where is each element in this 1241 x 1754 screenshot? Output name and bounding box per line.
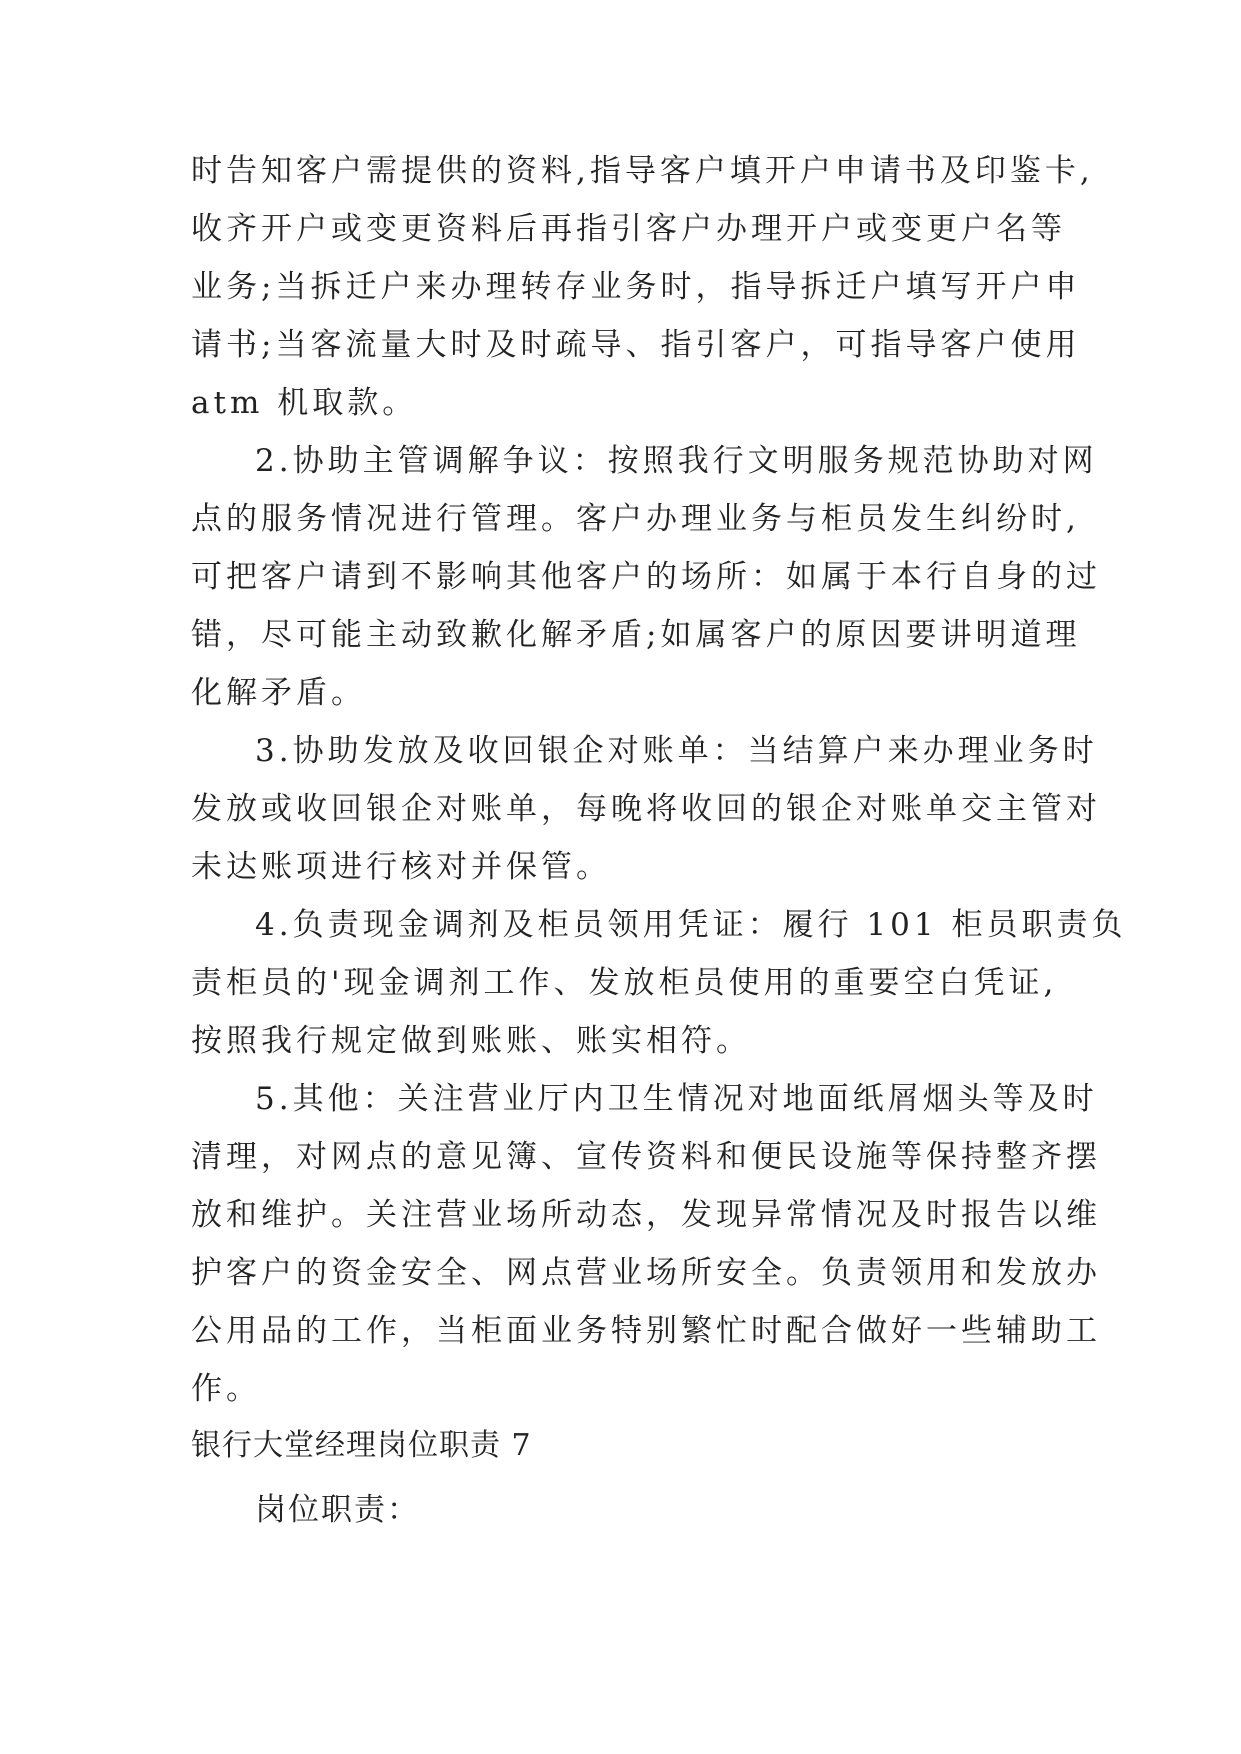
paragraph-line: 护客户的资金安全、网点营业场所安全。负责领用和发放办 xyxy=(191,1255,1101,1291)
paragraph-line: 3.协助发放及收回银企对账单：当结算户来办理业务时 xyxy=(255,733,1098,769)
paragraph-line: 责柜员的'现金调剂工作、发放柜员使用的重要空白凭证, xyxy=(191,965,1058,1001)
section-heading: 银行大堂经理岗位职责 7 xyxy=(191,1428,532,1463)
paragraph-line: 业务;当拆迁户来办理转存业务时，指导拆迁户填写开户申 xyxy=(191,269,1081,305)
paragraph-line: atm 机取款。 xyxy=(191,385,418,421)
paragraph-line: 5.其他：关注营业厅内卫生情况对地面纸屑烟头等及时 xyxy=(255,1081,1098,1117)
paragraph-line: 发放或收回银企对账单，每晚将收回的银企对账单交主管对 xyxy=(191,791,1101,827)
paragraph-line: 清理，对网点的意见簿、宣传资料和便民设施等保持整齐摆 xyxy=(191,1139,1101,1175)
paragraph-line: 4.负责现金调剂及柜员领用凭证：履行 101 柜员职责负 xyxy=(255,907,1127,943)
paragraph-line: 请书;当客流量大时及时疏导、指引客户，可指导客户使用 xyxy=(191,327,1081,363)
paragraph-line: 作。 xyxy=(191,1371,261,1407)
paragraph-line: 未达账项进行核对并保管。 xyxy=(191,849,611,885)
paragraph-line: 可把客户请到不影响其他客户的场所：如属于本行自身的过 xyxy=(191,559,1101,595)
paragraph-line: 公用品的工作，当柜面业务特别繁忙时配合做好一些辅助工 xyxy=(191,1313,1101,1349)
paragraph-line: 收齐开户或变更资料后再指引客户办理开户或变更户名等 xyxy=(191,211,1066,247)
paragraph-line: 化解矛盾。 xyxy=(191,675,366,711)
paragraph-line: 放和维护。关注营业场所动态，发现异常情况及时报告以维 xyxy=(191,1197,1101,1233)
paragraph-line: 时告知客户需提供的资料,指导客户填开户申请书及印鉴卡, xyxy=(191,153,1094,189)
paragraph-line: 2.协助主管调解争议：按照我行文明服务规范协助对网 xyxy=(255,443,1098,479)
paragraph-line: 错，尽可能主动致歉化解矛盾;如属客户的原因要讲明道理 xyxy=(191,617,1081,653)
paragraph-line: 按照我行规定做到账账、账实相符。 xyxy=(191,1023,751,1059)
paragraph-line: 点的服务情况进行管理。客户办理业务与柜员发生纠纷时, xyxy=(191,501,1080,537)
subheading: 岗位职责： xyxy=(255,1492,420,1528)
